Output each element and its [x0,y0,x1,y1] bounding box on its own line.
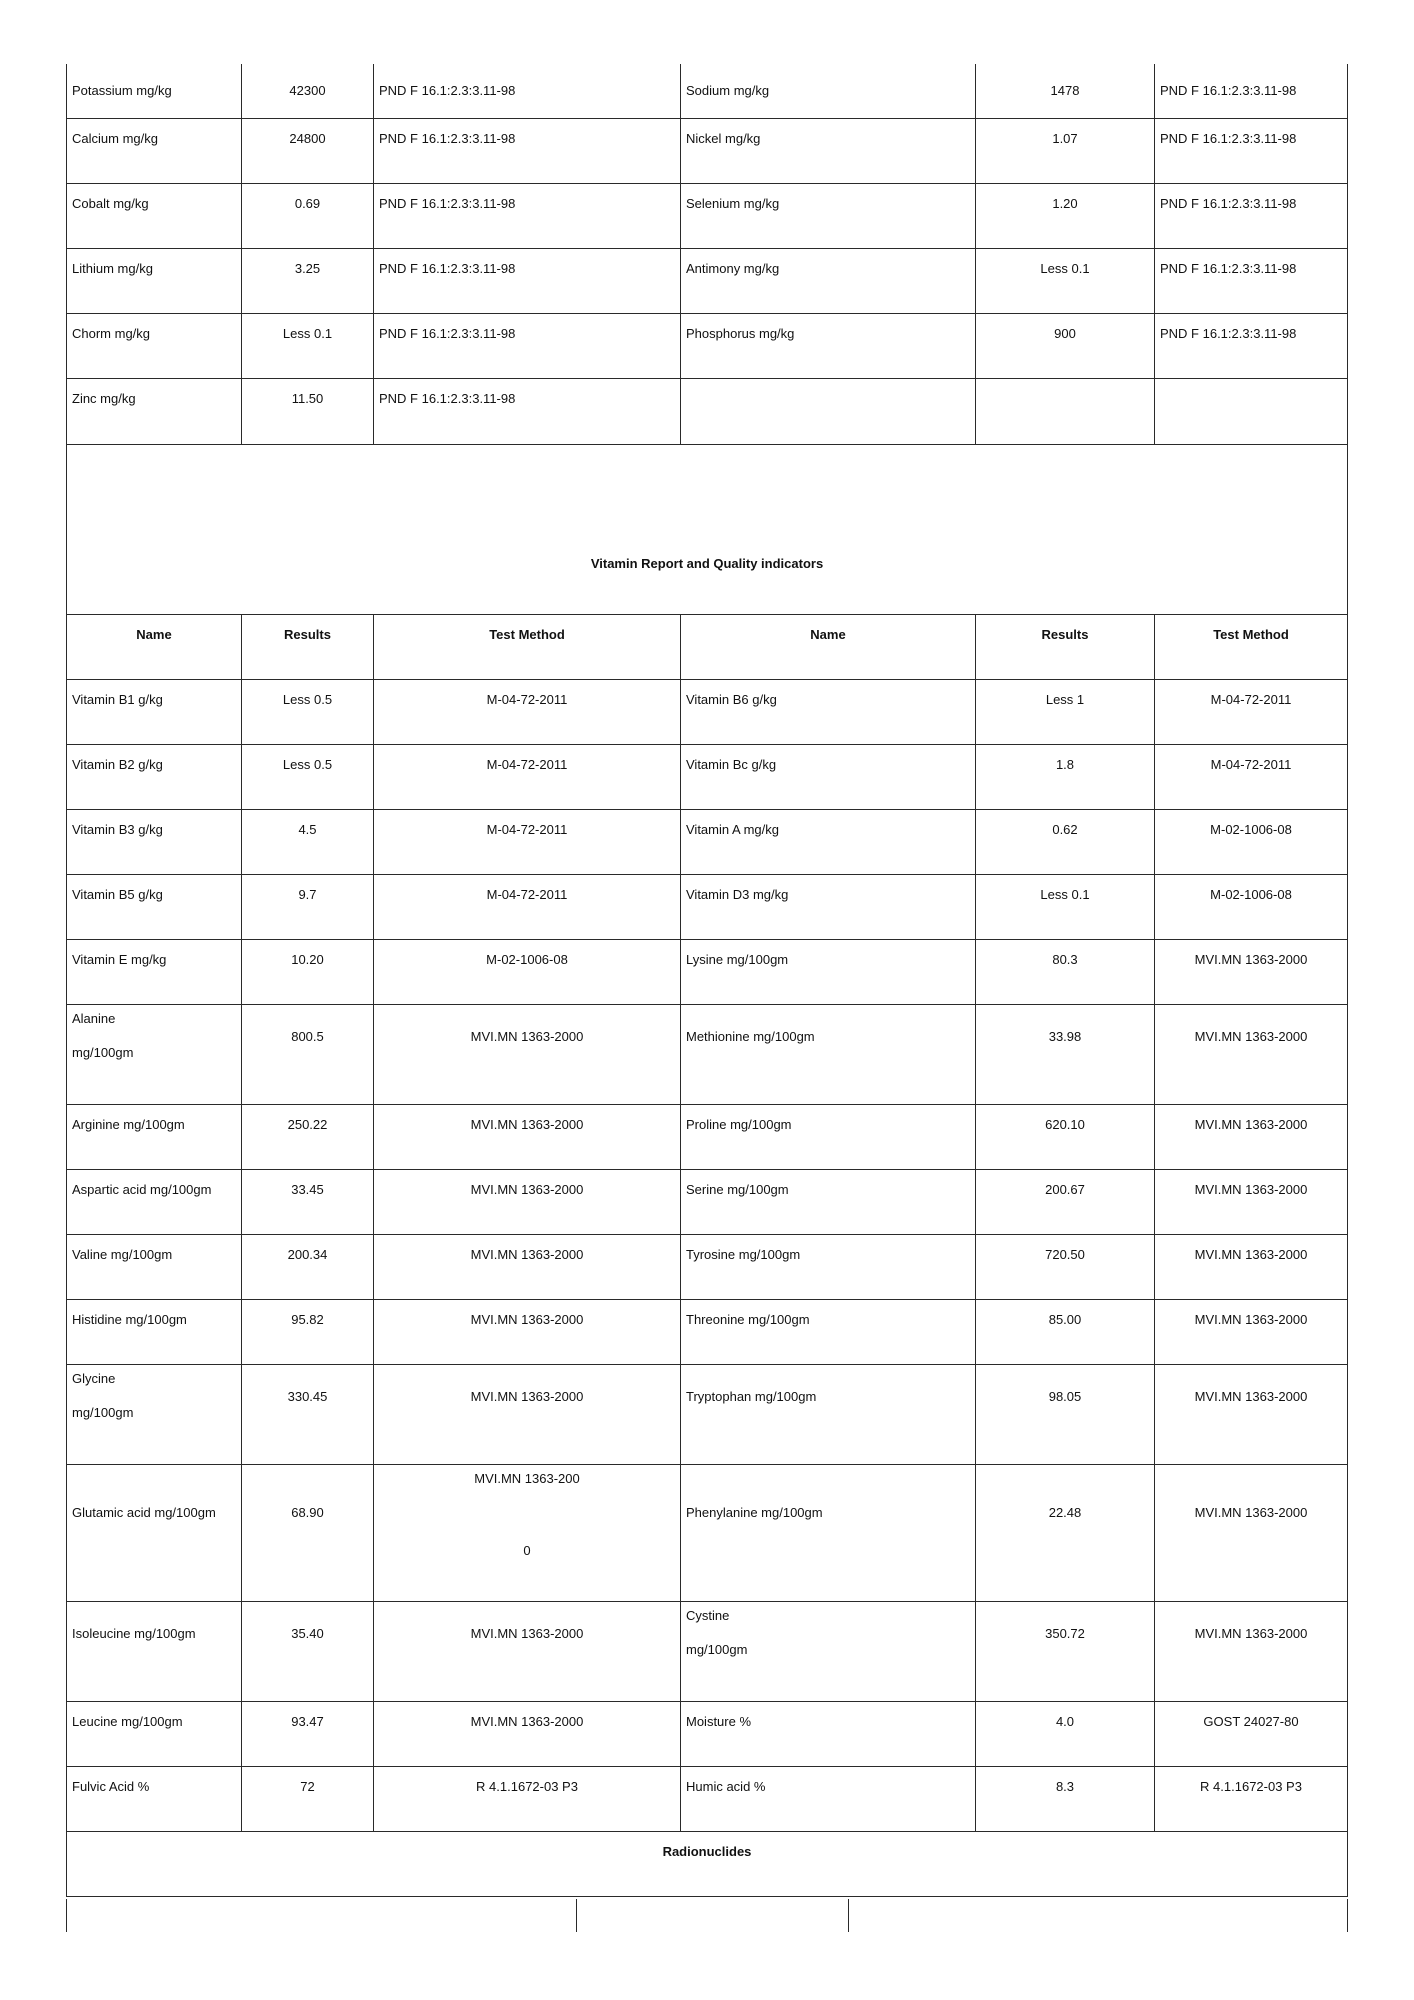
mineral-result: 1.07 [976,118,1155,183]
mineral-result: 1478 [976,64,1155,118]
item-name-line1: Glycine [72,1370,116,1386]
mineral-name: Chorm mg/kg [67,313,242,378]
item-method: MVI.MN 1363-2000 [1155,1234,1348,1299]
mineral-name: Sodium mg/kg [681,64,976,118]
item-method: MVI.MN 1363-2000 [1155,1299,1348,1364]
vitamin-section-title: Vitamin Report and Quality indicators [67,444,1348,614]
mineral-result: Less 0.1 [976,248,1155,313]
vitamin-row [67,679,1348,744]
item-method: M-04-72-2011 [374,874,681,939]
item-result: 22.48 [976,1464,1155,1601]
item-name: Vitamin B6 g/kg [681,679,976,744]
item-result: Less 0.5 [242,744,374,809]
radionuclides-cell [849,1899,1348,1932]
mineral-row [67,183,1348,248]
item-name: Leucine mg/100gm [67,1701,242,1766]
item-name-line2: mg/100gm [72,1404,134,1420]
item-name: Fulvic Acid % [67,1766,242,1831]
item-name-line1: Cystine [686,1607,730,1623]
item-result: 200.67 [976,1169,1155,1234]
mineral-name: Potassium mg/kg [67,64,242,118]
item-name: Aspartic acid mg/100gm [67,1169,242,1234]
table-header-row [67,614,1348,679]
radionuclides-cell [577,1899,849,1932]
item-result: 350.72 [976,1601,1155,1701]
item-method: MVI.MN 1363-2000 [374,1004,681,1104]
item-result: 93.47 [242,1701,374,1766]
item-name-line2: mg/100gm [686,1641,748,1657]
quality-row [67,1766,1348,1831]
amino-row [67,1464,1348,1601]
item-method: M-04-72-2011 [1155,744,1348,809]
item-name: Methionine mg/100gm [681,1004,976,1104]
item-method: R 4.1.1672-03 P3 [1155,1766,1348,1831]
item-method: MVI.MN 1363-2000 [1155,939,1348,1004]
mineral-method: PND F 16.1:2.3:3.11-98 [374,248,681,313]
mineral-result: 11.50 [242,378,374,444]
mineral-method: PND F 16.1:2.3:3.11-98 [1155,313,1348,378]
vitamin-row [67,744,1348,809]
item-method: M-02-1006-08 [1155,874,1348,939]
mineral-name: Cobalt mg/kg [67,183,242,248]
item-result: 200.34 [242,1234,374,1299]
mineral-result: Less 0.1 [242,313,374,378]
item-name: Vitamin E mg/kg [67,939,242,1004]
mineral-name [681,378,976,444]
item-name-line1: Alanine [72,1010,116,1026]
amino-row [67,1004,1348,1104]
mineral-method: PND F 16.1:2.3:3.11-98 [1155,183,1348,248]
item-name: Serine mg/100gm [681,1169,976,1234]
mineral-name: Zinc mg/kg [67,378,242,444]
mineral-row [67,313,1348,378]
mineral-method: PND F 16.1:2.3:3.11-98 [1155,118,1348,183]
radionuclides-table [66,1899,1348,1932]
item-name: Vitamin Bc g/kg [681,744,976,809]
radionuclides-row [67,1899,1348,1932]
item-name [67,1004,242,1104]
item-result: 800.5 [242,1004,374,1104]
item-method-line1: MVI.MN 1363-200 [474,1470,580,1486]
item-result: 4.0 [976,1701,1155,1766]
item-result: 68.90 [242,1464,374,1601]
header-results: Results [976,614,1155,679]
item-method: MVI.MN 1363-2000 [374,1104,681,1169]
item-name: Vitamin D3 mg/kg [681,874,976,939]
section-title-row [67,444,1348,614]
item-name: Vitamin B5 g/kg [67,874,242,939]
item-name: Vitamin B2 g/kg [67,744,242,809]
item-method: MVI.MN 1363-2000 [1155,1364,1348,1464]
item-name: Vitamin B3 g/kg [67,809,242,874]
item-name: Arginine mg/100gm [67,1104,242,1169]
item-name: Threonine mg/100gm [681,1299,976,1364]
item-name: Glutamic acid mg/100gm [67,1464,242,1601]
mineral-name: Selenium mg/kg [681,183,976,248]
item-result: 250.22 [242,1104,374,1169]
header-name: Name [681,614,976,679]
header-test-method: Test Method [1155,614,1348,679]
item-method: MVI.MN 1363-2000 [374,1169,681,1234]
item-name: Moisture % [681,1701,976,1766]
mineral-method: PND F 16.1:2.3:3.11-98 [1155,64,1348,118]
item-name: Lysine mg/100gm [681,939,976,1004]
item-name [681,1601,976,1701]
item-method: M-02-1006-08 [1155,809,1348,874]
mineral-row [67,378,1348,444]
item-method: MVI.MN 1363-2000 [1155,1004,1348,1104]
vitamin-row [67,939,1348,1004]
item-method: MVI.MN 1363-2000 [374,1234,681,1299]
amino-row [67,1234,1348,1299]
item-method: GOST 24027-80 [1155,1701,1348,1766]
item-result: Less 0.1 [976,874,1155,939]
item-result: 80.3 [976,939,1155,1004]
mineral-name: Antimony mg/kg [681,248,976,313]
item-method: MVI.MN 1363-2000 [374,1601,681,1701]
item-result: 8.3 [976,1766,1155,1831]
item-method [374,1464,681,1601]
amino-row [67,1601,1348,1701]
item-result: 35.40 [242,1601,374,1701]
mineral-name: Lithium mg/kg [67,248,242,313]
item-result: 33.98 [976,1004,1155,1104]
item-result: 720.50 [976,1234,1155,1299]
header-test-method: Test Method [374,614,681,679]
item-method: M-04-72-2011 [374,744,681,809]
item-name: Histidine mg/100gm [67,1299,242,1364]
item-name: Vitamin B1 g/kg [67,679,242,744]
item-name: Phenylanine mg/100gm [681,1464,976,1601]
item-method: MVI.MN 1363-2000 [1155,1601,1348,1701]
item-result: 1.8 [976,744,1155,809]
item-method: MVI.MN 1363-2000 [1155,1464,1348,1601]
item-result: Less 0.5 [242,679,374,744]
amino-row [67,1364,1348,1464]
item-method: MVI.MN 1363-2000 [374,1701,681,1766]
item-method: M-04-72-2011 [374,809,681,874]
item-name: Valine mg/100gm [67,1234,242,1299]
item-result: 85.00 [976,1299,1155,1364]
mineral-row [67,118,1348,183]
item-method: R 4.1.1672-03 P3 [374,1766,681,1831]
item-result: 33.45 [242,1169,374,1234]
item-name: Isoleucine mg/100gm [67,1601,242,1701]
mineral-name: Phosphorus mg/kg [681,313,976,378]
amino-row [67,1299,1348,1364]
mineral-method [1155,378,1348,444]
amino-row [67,1701,1348,1766]
item-result: 620.10 [976,1104,1155,1169]
mineral-method: PND F 16.1:2.3:3.11-98 [374,118,681,183]
item-method: MVI.MN 1363-2000 [374,1364,681,1464]
item-name: Proline mg/100gm [681,1104,976,1169]
item-result: 72 [242,1766,374,1831]
mineral-result [976,378,1155,444]
results-table [66,64,1348,1897]
mineral-name: Nickel mg/kg [681,118,976,183]
item-name: Humic acid % [681,1766,976,1831]
item-method: M-02-1006-08 [374,939,681,1004]
mineral-method: PND F 16.1:2.3:3.11-98 [1155,248,1348,313]
mineral-result: 900 [976,313,1155,378]
header-name: Name [67,614,242,679]
item-method: MVI.MN 1363-2000 [1155,1169,1348,1234]
item-name [67,1364,242,1464]
mineral-result: 24800 [242,118,374,183]
radionuclides-cell [67,1899,577,1932]
mineral-row [67,248,1348,313]
mineral-name: Calcium mg/kg [67,118,242,183]
mineral-method: PND F 16.1:2.3:3.11-98 [374,313,681,378]
mineral-method: PND F 16.1:2.3:3.11-98 [374,183,681,248]
item-method: M-04-72-2011 [1155,679,1348,744]
mineral-result: 0.69 [242,183,374,248]
vitamin-row [67,874,1348,939]
vitamin-row [67,809,1348,874]
mineral-method: PND F 16.1:2.3:3.11-98 [374,378,681,444]
item-result: 98.05 [976,1364,1155,1464]
mineral-result: 42300 [242,64,374,118]
radionuclides-section-title: Radionuclides [67,1831,1348,1896]
amino-row [67,1169,1348,1234]
item-name: Tyrosine mg/100gm [681,1234,976,1299]
item-result: 4.5 [242,809,374,874]
mineral-row [67,64,1348,118]
section-title-row [67,1831,1348,1896]
mineral-result: 1.20 [976,183,1155,248]
item-result: Less 1 [976,679,1155,744]
mineral-result: 3.25 [242,248,374,313]
item-method: M-04-72-2011 [374,679,681,744]
item-name: Tryptophan mg/100gm [681,1364,976,1464]
item-method: MVI.MN 1363-2000 [374,1299,681,1364]
item-result: 9.7 [242,874,374,939]
item-result: 95.82 [242,1299,374,1364]
item-result: 0.62 [976,809,1155,874]
item-result: 330.45 [242,1364,374,1464]
item-name-line2: mg/100gm [72,1044,134,1060]
header-results: Results [242,614,374,679]
item-method-line2: 0 [523,1542,531,1558]
amino-row [67,1104,1348,1169]
item-name: Vitamin A mg/kg [681,809,976,874]
item-result: 10.20 [242,939,374,1004]
item-method: MVI.MN 1363-2000 [1155,1104,1348,1169]
mineral-method: PND F 16.1:2.3:3.11-98 [374,64,681,118]
